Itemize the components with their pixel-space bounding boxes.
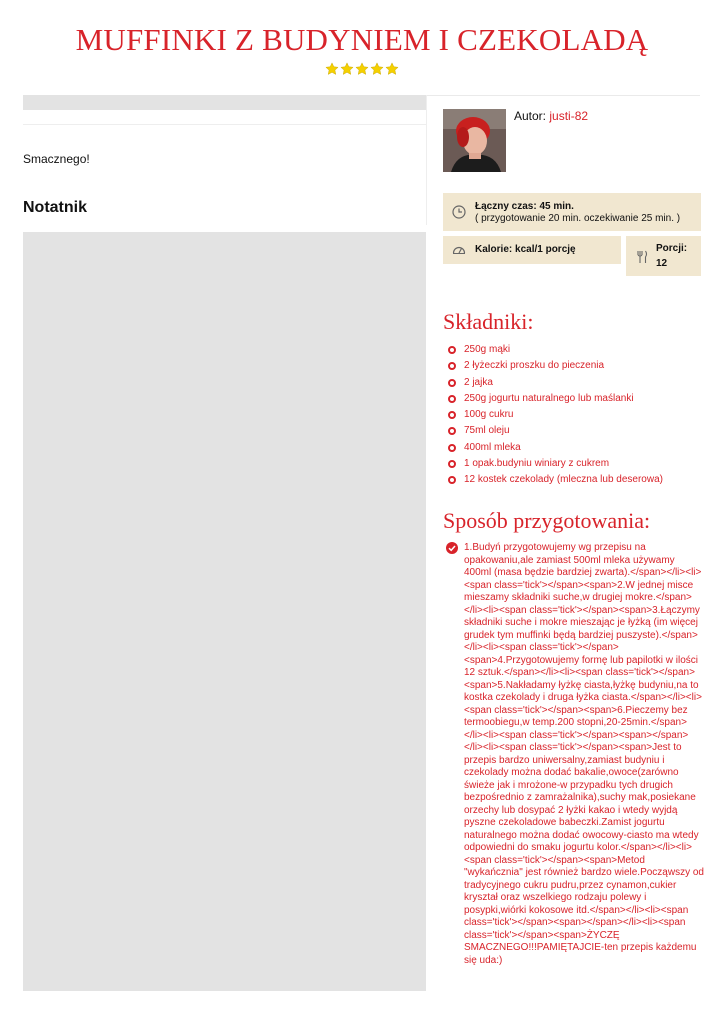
time-breakdown: ( przygotowanie 20 min. oczekiwanie 25 min. ): [475, 213, 681, 224]
recipe-title: MUFFINKI Z BUDYNIEM I CZEKOLADĄ: [75, 22, 649, 57]
method-steps-text: 1.Budyń przygotowujemy wg przepisu na opakowaniu,ale zamiast 500ml mleka używamy 400ml (masa będzie bardziej zwarta).</span></li><li><span class='tick'></span><span>2.W jednej misce mieszamy składniki suche,w drugiej mokre.</span></li><li><span class='tick'></span><span>3.Łączymy składniki suche i mokre mieszając je łyżką (im więcej grudek tym muffinki będą bardziej puszyste).</span></li><li><span class='tick'></span><span>4.Przygotowujemy formę lub papilotki w ilości 12 sztuk.</span></li><li><span class='tick'></span><span>5.Nakładamy łyżkę ciasta,łyżkę budyniu,na to kostka czekolady i druga łyżka ciasta.</span></li><li><span class='tick'></span><span>6.Pieczemy bez termoobiegu,w temp.200 stopni,20-25min.</span></li><li><span class='tick'></span><span></span></li><li><span class='tick'></span><span>Jest to przepis bardzo uniwersalny,zamiast budyniu i czekolady można dodać bakalie,owoce(zarówno świeże jak i mrożone-w przypadku tych drugich bezpośrednio z zamrażalnika),suchy mak,posiekane orzechy lub dosypać 2 łyżki kakao i wtedy wyjdą pyszne czekoladowe babeczki.Zamist jogurtu naturalnego można dodać owocowy-ciasto ma wtedy odpowiedni do smaku jogurtu kolor.</span></li><li><span class='tick'></span><span>Metod "wykańcznia" jest również bardzo wiele.Począwszy od tradycyjnego cukru pudru,przez cynamon,cukier kryształ oraz wszelkiego rodzaju polewy i posypki,wiórki kokosowe itd.</span></li><li><span class='tick'></span><span></span></li><li><span class='tick'></span><span>ŻYCZĘ SMACZNEGO!!!PAMIĘTAJCIE-ten przepis każdemu się uda:): [464, 542, 704, 966]
ingredient-text: 250g jogurtu naturalnego lub maślanki: [464, 392, 634, 404]
method-heading: Sposób przygotowania:: [443, 508, 651, 533]
check-icon: [446, 542, 458, 554]
ingredient-text: 100g cukru: [464, 409, 514, 421]
column-divider: [426, 95, 427, 225]
author-link[interactable]: justi-82: [549, 109, 589, 123]
bullet-icon: [448, 476, 456, 484]
ingredient-item: [448, 377, 663, 393]
bullet-icon: [448, 362, 456, 370]
author-line: [514, 109, 588, 123]
ingredient-text: 2 łyżeczki proszku do pieczenia: [464, 360, 605, 372]
ingredient-text: 75ml oleju: [464, 425, 510, 437]
notes-heading: Notatnik: [23, 199, 87, 216]
star-icon: [370, 62, 384, 76]
bullet-icon: [448, 427, 456, 435]
star-icon: [340, 62, 354, 76]
star-icon: [355, 62, 369, 76]
ingredient-item: [448, 393, 663, 409]
portions-box: [626, 236, 701, 276]
gauge-icon: [452, 243, 466, 255]
ingredients-heading: Składniki:: [443, 309, 534, 334]
bullet-icon: [448, 379, 456, 387]
bullet-icon: [448, 395, 456, 403]
closing-text: Smacznego!: [23, 152, 90, 166]
author-photo: [443, 109, 506, 172]
bullet-icon: [448, 346, 456, 354]
calories-label: Kalorie: kcal/1 porcję: [475, 244, 576, 255]
portions-value: 12: [656, 258, 668, 269]
ingredient-text: 1 opak.budyniu winiary z cukrem: [464, 458, 610, 470]
ingredient-text: 2 jajka: [464, 376, 493, 388]
notes-area: [23, 232, 426, 991]
total-time-label: Łączny czas: 45 min.: [475, 201, 574, 212]
ingredient-item: [448, 409, 663, 425]
ingredient-text: 400ml mleka: [464, 441, 521, 453]
author-avatar[interactable]: [443, 109, 506, 172]
ingredients-list: [448, 344, 663, 491]
bullet-icon: [448, 460, 456, 468]
star-icon: [385, 62, 399, 76]
gray-bar: [23, 95, 426, 110]
author-label: Autor:: [514, 109, 547, 123]
total-time-box: [443, 193, 701, 231]
calories-box: [443, 236, 621, 264]
rating-stars: [0, 62, 724, 81]
portions-label: Porcji:: [656, 243, 688, 254]
divider: [23, 124, 426, 125]
ingredient-item: [448, 442, 663, 458]
ingredient-item: [448, 458, 663, 474]
bullet-icon: [448, 444, 456, 452]
ingredient-text: 250g mąki: [464, 344, 511, 355]
ingredient-item: [448, 360, 663, 376]
clock-icon: [452, 205, 466, 219]
cutlery-icon: [636, 250, 648, 264]
ingredient-text: 12 kostek czekolady (mleczna lub deserowa): [464, 474, 663, 486]
ingredient-item: [448, 425, 663, 441]
ingredient-item: [448, 344, 663, 360]
bullet-icon: [448, 411, 456, 419]
ingredient-item: [448, 474, 663, 490]
star-icon: [325, 62, 339, 76]
